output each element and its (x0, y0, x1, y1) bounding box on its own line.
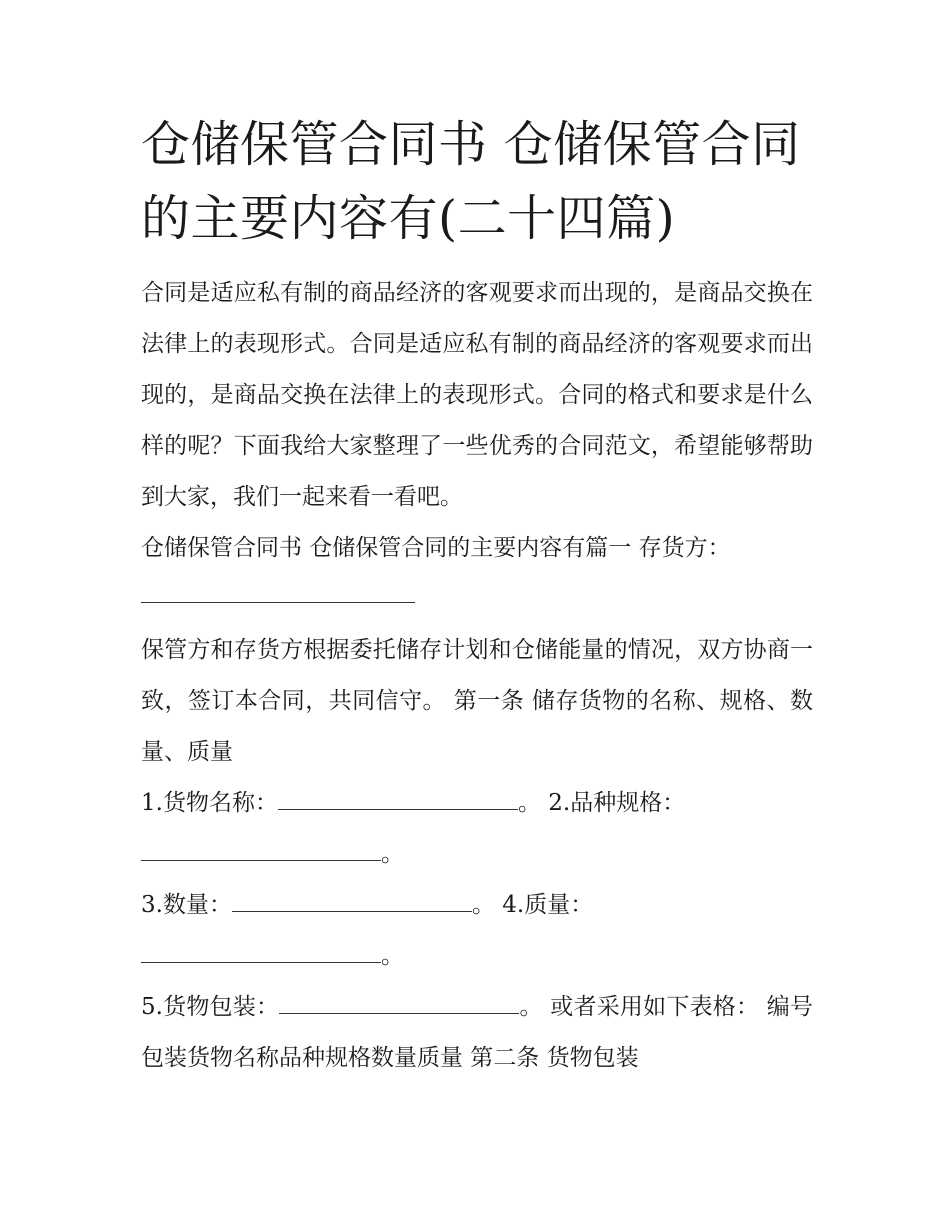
item-line-5 (141, 982, 813, 1084)
item5-label: 5.货物包装： (141, 994, 280, 1020)
item-line-3-4 (141, 880, 813, 931)
spec-blank (141, 840, 381, 861)
item-line-2-cont (141, 829, 813, 880)
quality-period: 。 (381, 943, 404, 969)
document-page (141, 108, 813, 1084)
spec-period: 。 (381, 841, 404, 867)
intro-paragraph: 合同是适应私有制的商品经济的客观要求而出现的，是商品交换在法律上的表现形式。合同是适应私有制的商品经济的客观要求而出现的，是商品交换在法律上的表现形式。合同的格式和要求是什么样的呢？下面我给大家整理了一些优秀的合同范文，希望能够帮助到大家，我们一起来看一看吧。 (141, 280, 813, 510)
document-title: 仓储保管合同书 仓储保管合同的主要内容有(二十四篇) (141, 116, 801, 247)
item4-label: 。 4.质量： (471, 892, 594, 918)
item1-label: 1.货物名称： (141, 790, 278, 816)
section-heading: 仓储保管合同书 仓储保管合同的主要内容有篇一 存货方： (141, 535, 731, 561)
keeper-paragraph: 保管方和存货方根据委托储存计划和仓储能量的情况，双方协商一致，签订本合同，共同信守。 第一条 储存货物的名称、规格、数量、质量 (141, 637, 813, 765)
quantity-blank (232, 891, 472, 912)
item3-label: 3.数量： (141, 892, 232, 918)
quality-blank (141, 942, 381, 963)
goods-name-blank (278, 789, 518, 810)
depositor-blank-rule (141, 602, 415, 603)
packaging-blank (279, 993, 519, 1014)
item-line-1-2 (141, 778, 813, 829)
depositor-blank (141, 574, 813, 625)
item5-tail: 。 或者采用如下表格： 编号包装货物名称品种规格数量质量 第二条 货物包装 (141, 994, 813, 1071)
item2-label: 。 2.品种规格： (517, 790, 686, 816)
item-line-4-cont (141, 931, 813, 982)
